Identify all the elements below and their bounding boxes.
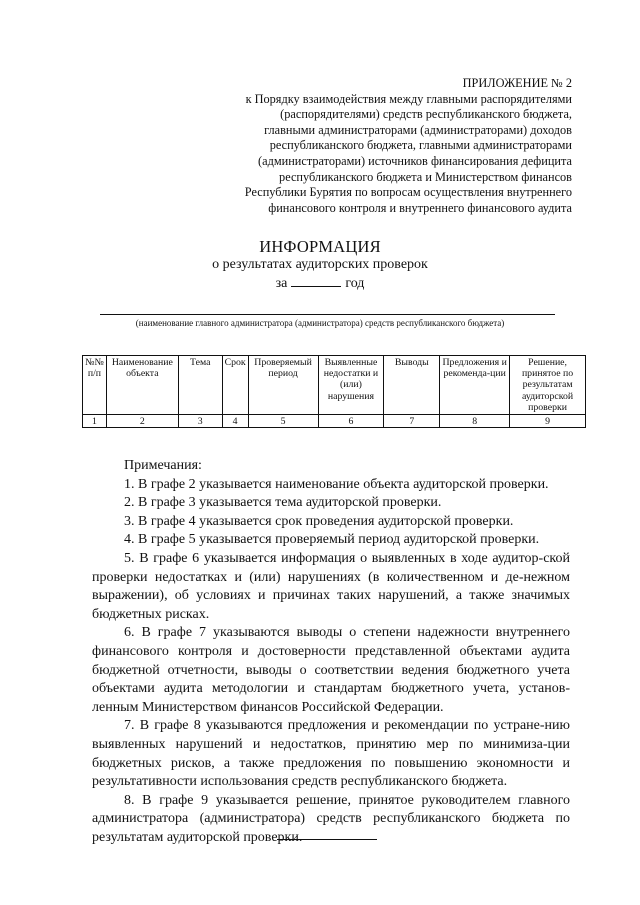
table-number-row (83, 415, 586, 428)
appendix-line: Республики Бурятия по вопросам осуществления внутреннего (244, 185, 572, 200)
report-period (0, 274, 640, 292)
appendix-line: к Порядку взаимодействия между главными распорядителями (245, 91, 572, 106)
column-header: Предложения и рекоменда-ции (440, 356, 510, 415)
column-header: Тема (178, 356, 222, 415)
period-blank-field[interactable] (291, 274, 341, 287)
audit-results-table (82, 355, 586, 428)
appendix-line: (распорядителями) средств республиканского бюджета, (280, 107, 572, 122)
note-item: 4. В графе 5 указывается проверяемый период аудиторской проверки. (124, 532, 540, 548)
column-number: 6 (318, 415, 384, 428)
appendix-line: (администраторами) источников финансирования дефицита (258, 153, 572, 168)
note-item: 7. В графе 8 указываются предложения и рекомендации по устране-нию выявленных нарушений и недостатков, принятию мер по минимиза-ции бюджетных рисков, а также предложения по повышению экономности и результативности использования средств республиканского бюджета. (92, 718, 570, 790)
column-number: 8 (440, 415, 510, 428)
appendix-line: республиканского бюджета, главными администраторами (269, 138, 572, 153)
appendix-header (172, 76, 572, 216)
notes-heading: Примечания: (124, 458, 202, 473)
column-header: Выводы (384, 356, 440, 415)
column-number: 2 (106, 415, 178, 428)
note-item: 5. В графе 6 указывается информация о выявленных в ходе аудитор-ской проверки недостатках и (или) нарушениях (в количественном и де-нежном выражении), об условиях и причинах таких нарушений, а также значимых бюджетных рисках. (92, 550, 570, 622)
appendix-line: республиканского бюджета и Министерством финансов (279, 169, 572, 184)
document-subtitle: о результатах аудиторских проверок (212, 257, 428, 272)
column-number: 7 (384, 415, 440, 428)
end-divider (277, 839, 377, 840)
appendix-line: ПРИЛОЖЕНИЕ № 2 (462, 76, 572, 90)
column-header: Проверяемый период (248, 356, 318, 415)
column-number: 3 (178, 415, 222, 428)
admin-name-caption: (наименование главного администратора (администратора) средств республиканского бюджета) (135, 318, 505, 328)
period-suffix: год (345, 276, 365, 291)
note-item: 8. В графе 9 указывается решение, принятое руководителем главного администратора (администратора) средств республиканского бюджета по результатам аудиторской проверки. (92, 792, 570, 845)
note-item: 1. В графе 2 указывается наименование объекта аудиторской проверки. (124, 476, 549, 492)
column-number: 4 (222, 415, 248, 428)
note-item: 6. В графе 7 указываются выводы о степени надежности внутреннего финансового контроля и достоверности представленной объектами аудита бюджетной отчетности, выводы о соответствии ведения бюджетного учета объектами аудита методологии и стандартам бюджетного учета, установ-ленным Министерством финансов Российской Федерации. (92, 625, 570, 715)
note-item: 2. В графе 3 указывается тема аудиторской проверки. (124, 495, 442, 511)
column-header: Решение, принятое по результатам аудиторской проверки (510, 356, 586, 415)
table-header-row (83, 356, 586, 415)
column-header: Наименование объекта (106, 356, 178, 415)
column-number: 9 (510, 415, 586, 428)
column-number: 5 (248, 415, 318, 428)
column-header: Срок (222, 356, 248, 415)
column-header: №№ п/п (83, 356, 107, 415)
notes-section (92, 457, 570, 847)
admin-name-blank-line[interactable] (100, 314, 555, 315)
column-header: Выявленные недостатки и (или) нарушения (318, 356, 384, 415)
column-number: 1 (83, 415, 107, 428)
document-title: ИНФОРМАЦИЯ (259, 237, 381, 256)
appendix-line: главными администраторами (администраторами) доходов (264, 122, 572, 137)
note-item: 3. В графе 4 указывается срок проведения аудиторской проверки. (124, 513, 514, 529)
appendix-line: финансового контроля и внутреннего финансового аудита (268, 200, 572, 215)
period-prefix: за (275, 276, 288, 291)
